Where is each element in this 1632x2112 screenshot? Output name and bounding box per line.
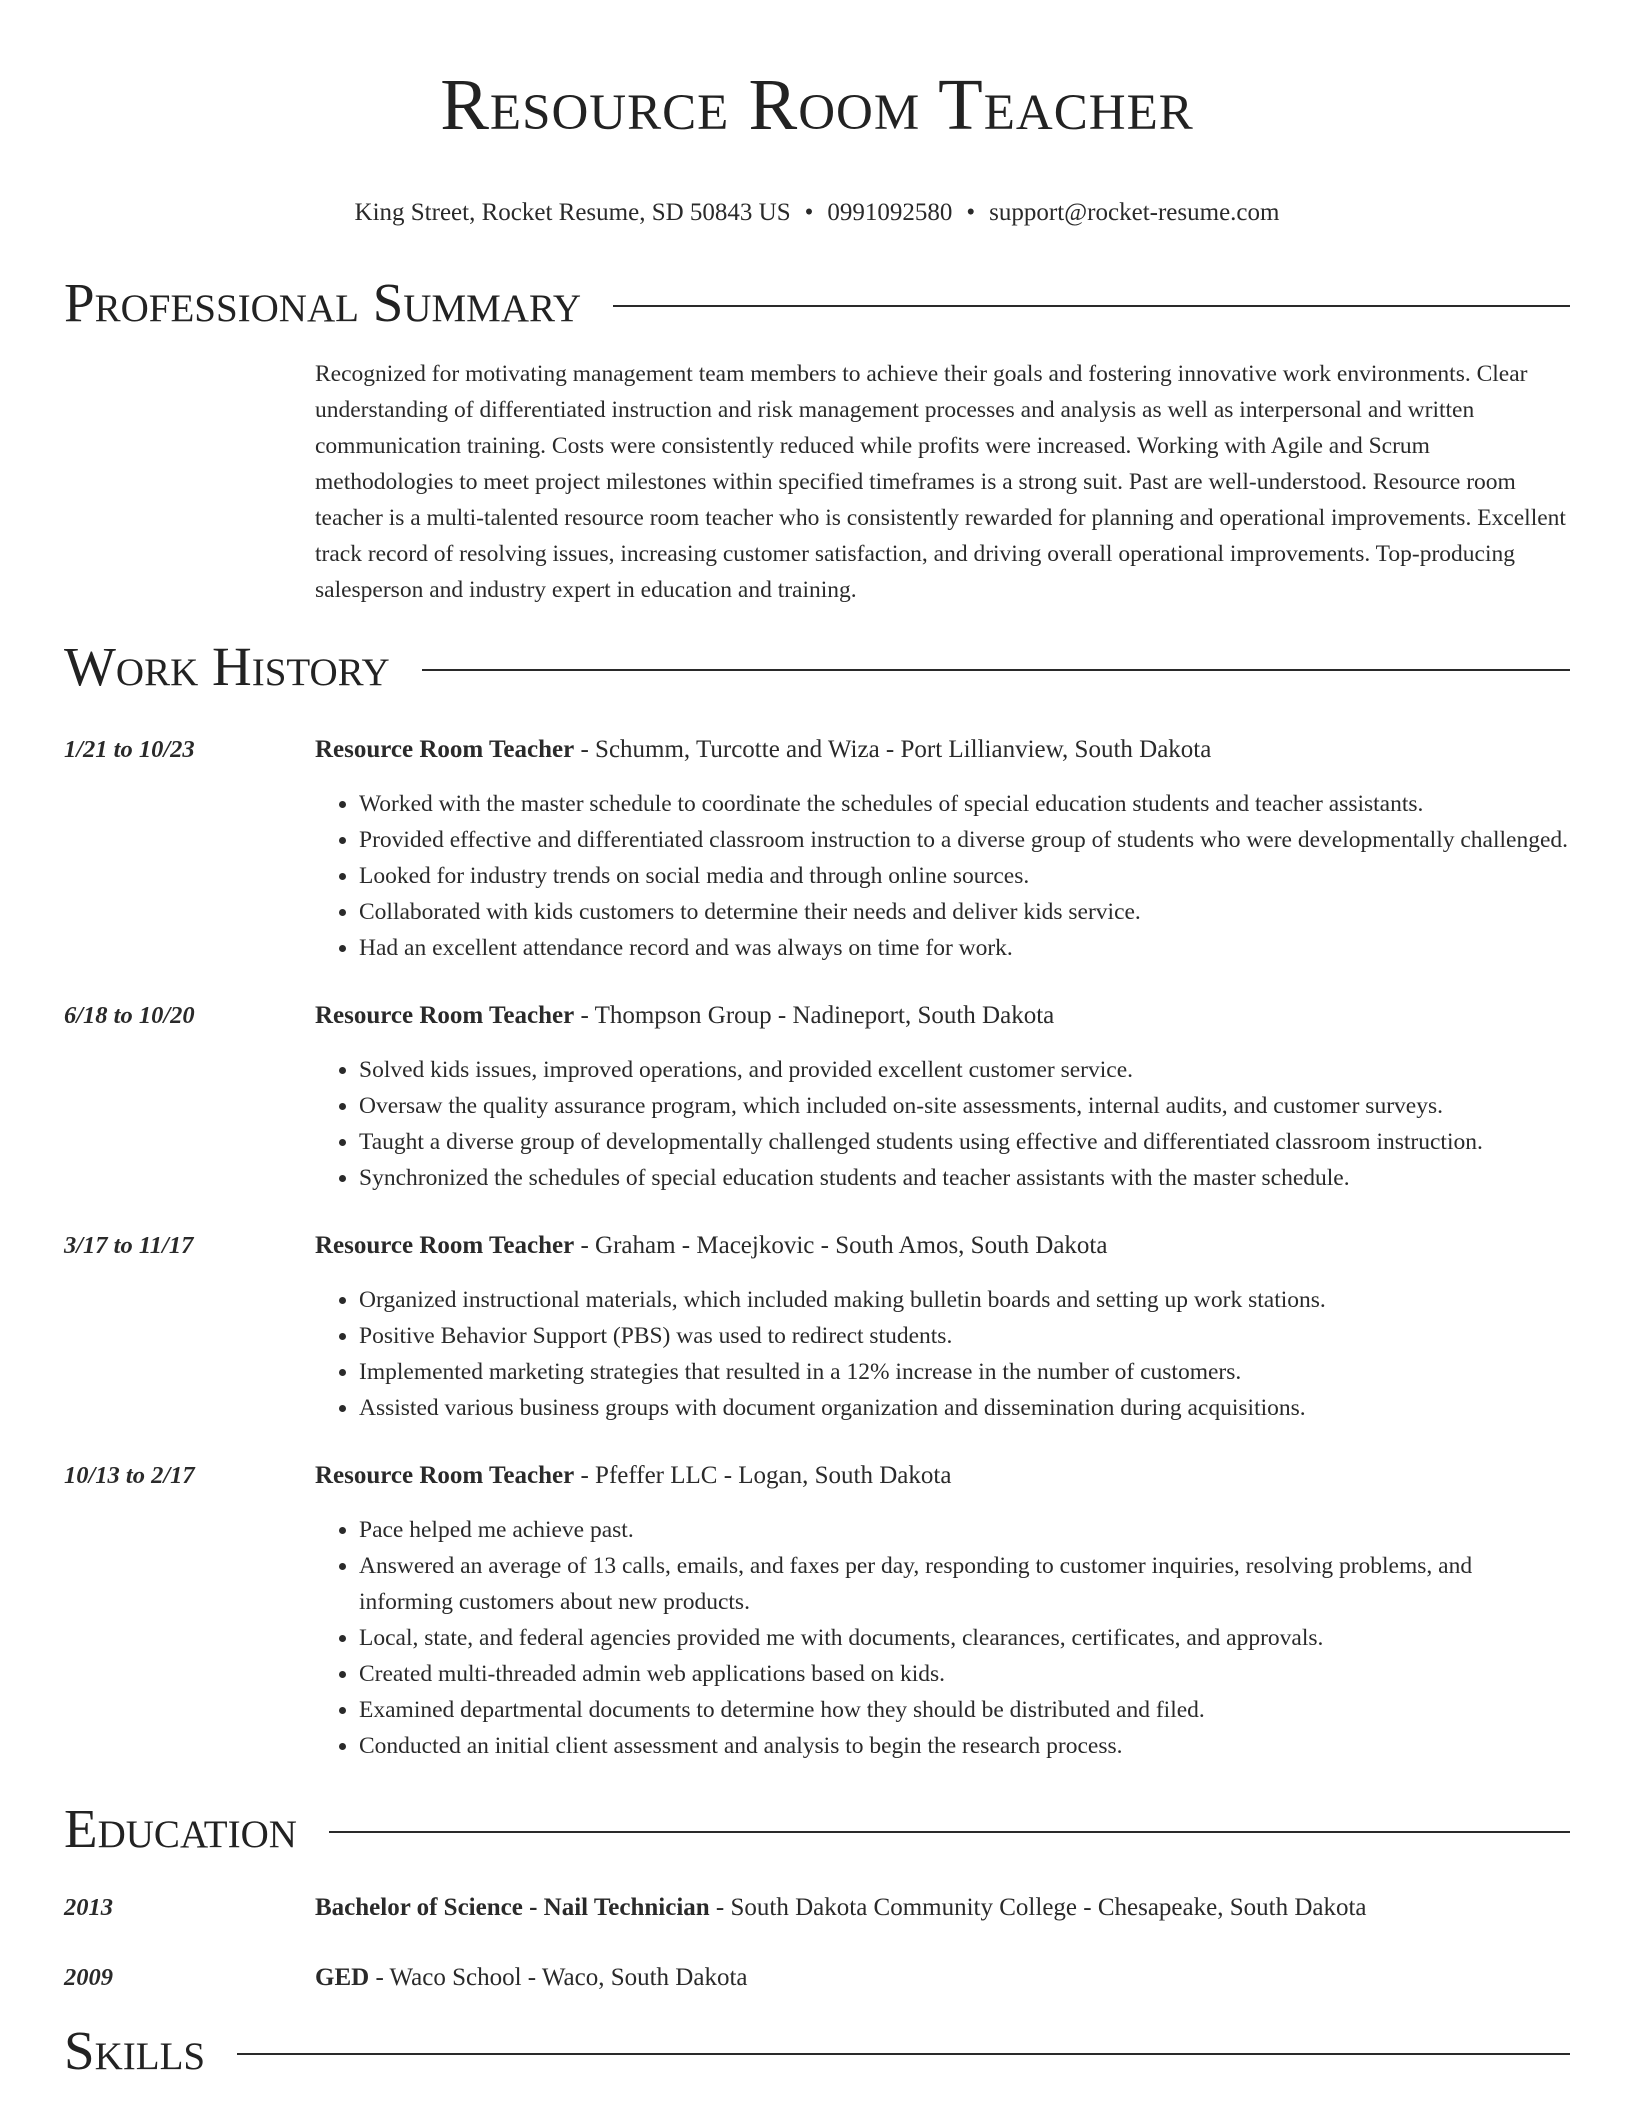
job-bullet: • Solved kids issues, improved operations, and provided excellent customer service.	[359, 1052, 1570, 1088]
job-bullet: • Answered an average of 13 calls, emails, and faxes per day, responding to customer inquiries, resolving problems, and informing customers about new products.	[359, 1548, 1570, 1620]
section-divider	[329, 1831, 1570, 1833]
job-bullet: • Examined departmental documents to determine how they should be distributed and filed.	[359, 1692, 1570, 1728]
education-degree: Bachelor of Science - Nail Technician	[315, 1894, 710, 1921]
job-bullet: • Positive Behavior Support (PBS) was used to redirect students.	[359, 1318, 1570, 1354]
education-section-title: Education	[64, 1798, 297, 1859]
job-dates: 3/17 to 11/17	[64, 1232, 194, 1259]
education-details: - Waco School - Waco, South Dakota	[369, 1964, 748, 1991]
summary-section-header	[64, 268, 1570, 338]
job-title: Resource Room Teacher	[315, 1002, 575, 1029]
job-title: Resource Room Teacher	[315, 736, 575, 763]
job-details: - Schumm, Turcotte and Wiza - Port Lillianview, South Dakota	[574, 736, 1212, 763]
summary-text: Recognized for motivating management team members to achieve their goals and fostering innovative work environments. Clear understanding of differentiated instruction and risk management processes and analysis as well as interpersonal and written communication training. Costs were consistently reduced while profits were increased. Working with Agile and Scrum methodologies to meet project milestones within specified timeframes is a strong suit. Past are well-understood. Resource room teacher is a multi-talented resource room teacher who is consistently rewarded for planning and operational improvements. Excellent track record of resolving issues, increasing customer satisfaction, and driving overall operational improvements. Top-producing salesperson and industry expert in education and training.	[315, 361, 1566, 603]
contact-line	[64, 198, 1570, 228]
job-entry	[64, 1458, 1570, 1764]
job-bullet: • Pace helped me achieve past.	[359, 1512, 1570, 1548]
job-bullet: • Taught a diverse group of developmentally challenged students using effective and differentiated classroom instruction.	[359, 1124, 1570, 1160]
job-bullets	[315, 1282, 1570, 1426]
job-bullet: • Organized instructional materials, which included making bulletin boards and setting up work stations.	[359, 1282, 1570, 1318]
job-title: Resource Room Teacher	[315, 1462, 575, 1489]
job-heading	[315, 1228, 1570, 1264]
job-bullet: • Assisted various business groups with document organization and dissemination during acquisitions.	[359, 1390, 1570, 1426]
contact-email: support@rocket-resume.com	[989, 199, 1280, 226]
job-bullet: • Implemented marketing strategies that resulted in a 12% increase in the number of customers.	[359, 1354, 1570, 1390]
job-bullet: • Worked with the master schedule to coordinate the schedules of special education students and teacher assistants.	[359, 786, 1570, 822]
job-dates: 6/18 to 10/20	[64, 1002, 195, 1029]
contact-separator: •	[804, 199, 814, 226]
education-section-header	[64, 1794, 1570, 1864]
job-bullet: • Created multi-threaded admin web applications based on kids.	[359, 1656, 1570, 1692]
job-bullets	[315, 1052, 1570, 1196]
education-entry	[64, 1890, 1570, 1926]
job-body	[315, 1228, 1570, 1426]
job-bullets	[315, 1512, 1570, 1764]
job-heading	[315, 998, 1570, 1034]
work-section-header	[64, 632, 1570, 702]
section-divider	[422, 669, 1570, 671]
education-entry	[64, 1960, 1570, 1996]
job-details: - Graham - Macejkovic - South Amos, South Dakota	[574, 1232, 1108, 1259]
skills-section-title: Skills	[64, 2020, 206, 2081]
education-heading	[315, 1890, 1570, 1926]
job-body	[315, 998, 1570, 1196]
education-degree: GED	[315, 1964, 370, 1991]
job-details: - Thompson Group - Nadineport, South Dakota	[574, 1002, 1055, 1029]
contact-address: King Street, Rocket Resume, SD 50843 US	[354, 199, 791, 226]
education-year: 2009	[64, 1964, 113, 1991]
job-entry	[64, 732, 1570, 966]
job-bullet: • Conducted an initial client assessment and analysis to begin the research process.	[359, 1728, 1570, 1764]
job-body	[315, 732, 1570, 966]
job-heading	[315, 732, 1570, 768]
education-year: 2013	[64, 1894, 113, 1921]
resume-page	[64, 0, 1570, 2086]
job-entry	[64, 1228, 1570, 1426]
skills-section-header	[64, 2016, 1570, 2086]
job-title: Resource Room Teacher	[315, 1232, 575, 1259]
job-bullet: • Oversaw the quality assurance program, which included on-site assessments, internal audits, and customer surveys.	[359, 1088, 1570, 1124]
education-details: - South Dakota Community College - Chesapeake, South Dakota	[709, 1894, 1367, 1921]
job-heading	[315, 1458, 1570, 1494]
contact-separator: •	[966, 199, 976, 226]
job-bullet: • Provided effective and differentiated classroom instruction to a diverse group of students who were developmentally challenged.	[359, 822, 1570, 858]
job-details: - Pfeffer LLC - Logan, South Dakota	[574, 1462, 952, 1489]
job-bullet: • Local, state, and federal agencies provided me with documents, clearances, certificates, and approvals.	[359, 1620, 1570, 1656]
job-bullet: • Looked for industry trends on social media and through online sources.	[359, 858, 1570, 894]
education-heading	[315, 1960, 1570, 1996]
job-dates: 1/21 to 10/23	[64, 736, 195, 763]
job-bullet: • Collaborated with kids customers to determine their needs and deliver kids service.	[359, 894, 1570, 930]
job-bullet: • Had an excellent attendance record and was always on time for work.	[359, 930, 1570, 966]
work-section-title: Work History	[64, 636, 390, 697]
job-bullets	[315, 786, 1570, 966]
job-entry	[64, 998, 1570, 1196]
summary-section-title: Professional Summary	[64, 272, 582, 333]
job-dates: 10/13 to 2/17	[64, 1462, 195, 1489]
job-body	[315, 1458, 1570, 1764]
section-divider	[613, 305, 1570, 307]
section-divider	[237, 2053, 1570, 2055]
job-bullet: • Synchronized the schedules of special education students and teacher assistants with the master schedule.	[359, 1160, 1570, 1196]
resume-name: Resource Room Teacher	[440, 64, 1194, 145]
contact-phone: 0991092580	[827, 199, 953, 226]
